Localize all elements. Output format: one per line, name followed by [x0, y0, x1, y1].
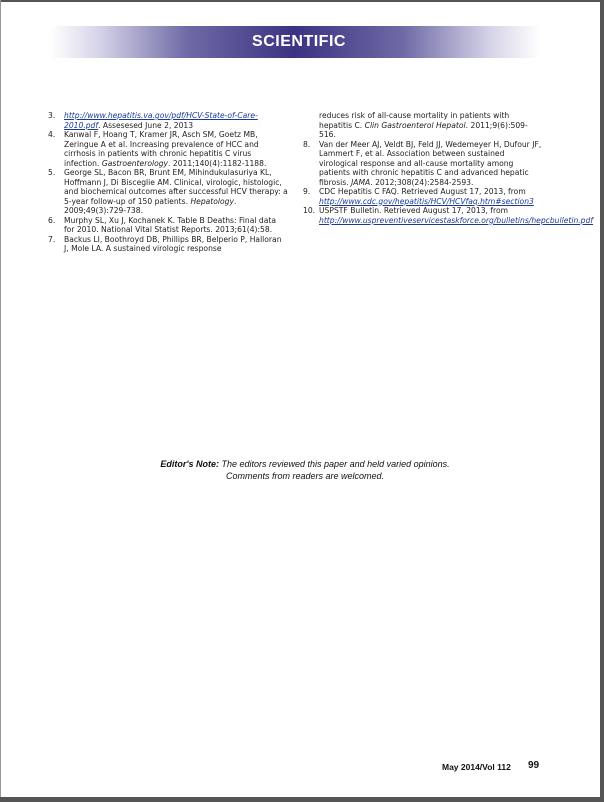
reference-body	[319, 140, 543, 188]
reference-text: . 2011;9(6):509-516.	[319, 120, 528, 139]
reference-link[interactable]: http://www.cdc.gov/hepatitis/HCV/HCVfaq.htm#section3	[319, 196, 534, 206]
reference-item	[48, 235, 288, 254]
page-right-edge	[600, 0, 604, 802]
section-banner	[50, 26, 540, 58]
reference-number: 4.	[48, 130, 56, 139]
editors-note	[60, 458, 550, 482]
journal-title: Hepatology	[190, 196, 234, 206]
reference-text: . Assesesed June 2, 2013	[98, 120, 194, 130]
reference-body	[64, 168, 288, 216]
reference-body	[64, 130, 288, 168]
reference-item	[303, 140, 543, 188]
reference-number: 6.	[48, 215, 56, 225]
editors-note-line2: Comments from readers are welcomed.	[225, 471, 385, 481]
reference-item	[48, 168, 288, 216]
reference-body	[64, 235, 288, 254]
reference-number: 10.	[303, 206, 316, 215]
reference-text: Kanwal F, Hoang T, Kramer JR, Asch SM, Goetz MB, Zeringue A et al. Increasing prevalence of HCC and cirrhosis in patients with chronic hepatitis C virus infection.	[64, 130, 259, 168]
journal-title: JAMA	[351, 177, 371, 187]
page-left-edge	[0, 0, 1, 802]
page-bottom-edge	[0, 797, 604, 802]
reference-text: . 2012;308(24):2584-2593.	[370, 177, 474, 187]
reference-item	[303, 187, 543, 206]
reference-item	[48, 216, 288, 235]
editors-note-line1: The editors reviewed this paper and held varied opinions.	[219, 459, 450, 469]
reference-link[interactable]: http://www.uspreventiveservicestaskforce.org/bulletins/hepcbulletin.pdf	[319, 215, 594, 225]
references-left-column	[48, 111, 288, 254]
reference-body	[319, 187, 543, 206]
page-top-edge	[0, 0, 604, 2]
reference-link[interactable]: http://www.hepatitis.va.gov/pdf/HCV-State-of-Care-2010.pdf	[64, 111, 258, 130]
reference-text: . 2011;140(4):1182-1188.	[168, 158, 267, 168]
reference-item	[48, 111, 288, 130]
references-right-column	[303, 111, 594, 225]
reference-item	[48, 130, 288, 168]
issue-label: May 2014/Vol 112	[442, 762, 511, 772]
reference-number: 7.	[48, 234, 56, 244]
reference-7-continued	[303, 111, 543, 140]
reference-text: USPSTF Bulletin. Retrieved August 17, 2013, from	[319, 206, 509, 215]
reference-text: George SL, Bacon BR, Brunt EM, Mihindukulasuriya KL, Hoffmann J, Di Bisceglie AM. Clinical, virologic, histologic, and biochemical outcomes after successful HCV therapy: a 5-year follow-up of 150 patients.	[64, 168, 288, 206]
reference-text: CDC Hepatitis C FAQ. Retrieved August 17, 2013, from	[319, 187, 526, 196]
page-number: 99	[528, 760, 540, 771]
editors-note-label: Editor's Note:	[160, 459, 219, 469]
reference-text: Murphy SL, Xu J, Kochanek K. Table B Deaths: Final data for 2010. National Vital Statist Reports. 2013;61(4):58.	[64, 215, 276, 234]
reference-body	[64, 111, 288, 130]
reference-text: Backus LI, Boothroyd DB, Phillips BR, Belperio P, Halloran J, Mole LA. A sustained virologic response	[64, 234, 282, 253]
reference-number: 3.	[48, 111, 56, 120]
journal-title: Gastroenterology	[101, 158, 169, 168]
reference-number: 5.	[48, 168, 56, 177]
reference-text: . 2009;49(3):729-738.	[64, 196, 237, 215]
page-footer	[400, 760, 560, 774]
reference-item	[303, 206, 594, 225]
reference-text: Van der Meer AJ, Veldt BJ, Feld JJ, Wedemeyer H, Dufour JF, Lammert F, et al. Association between sustained virological response and all-cause mortality among patients with chronic hepatitis C and advanced hepatic fibrosis.	[319, 139, 542, 187]
reference-body	[64, 216, 288, 235]
section-title: SCIENTIFIC	[252, 33, 346, 50]
reference-number: 9.	[303, 187, 311, 196]
reference-body	[319, 206, 593, 225]
reference-number: 8.	[303, 139, 311, 149]
journal-title: Clin Gastroenterol Hepatol	[364, 120, 466, 130]
reference-text: reduces risk of all-cause mortality in patients with hepatitis C.	[319, 111, 510, 130]
